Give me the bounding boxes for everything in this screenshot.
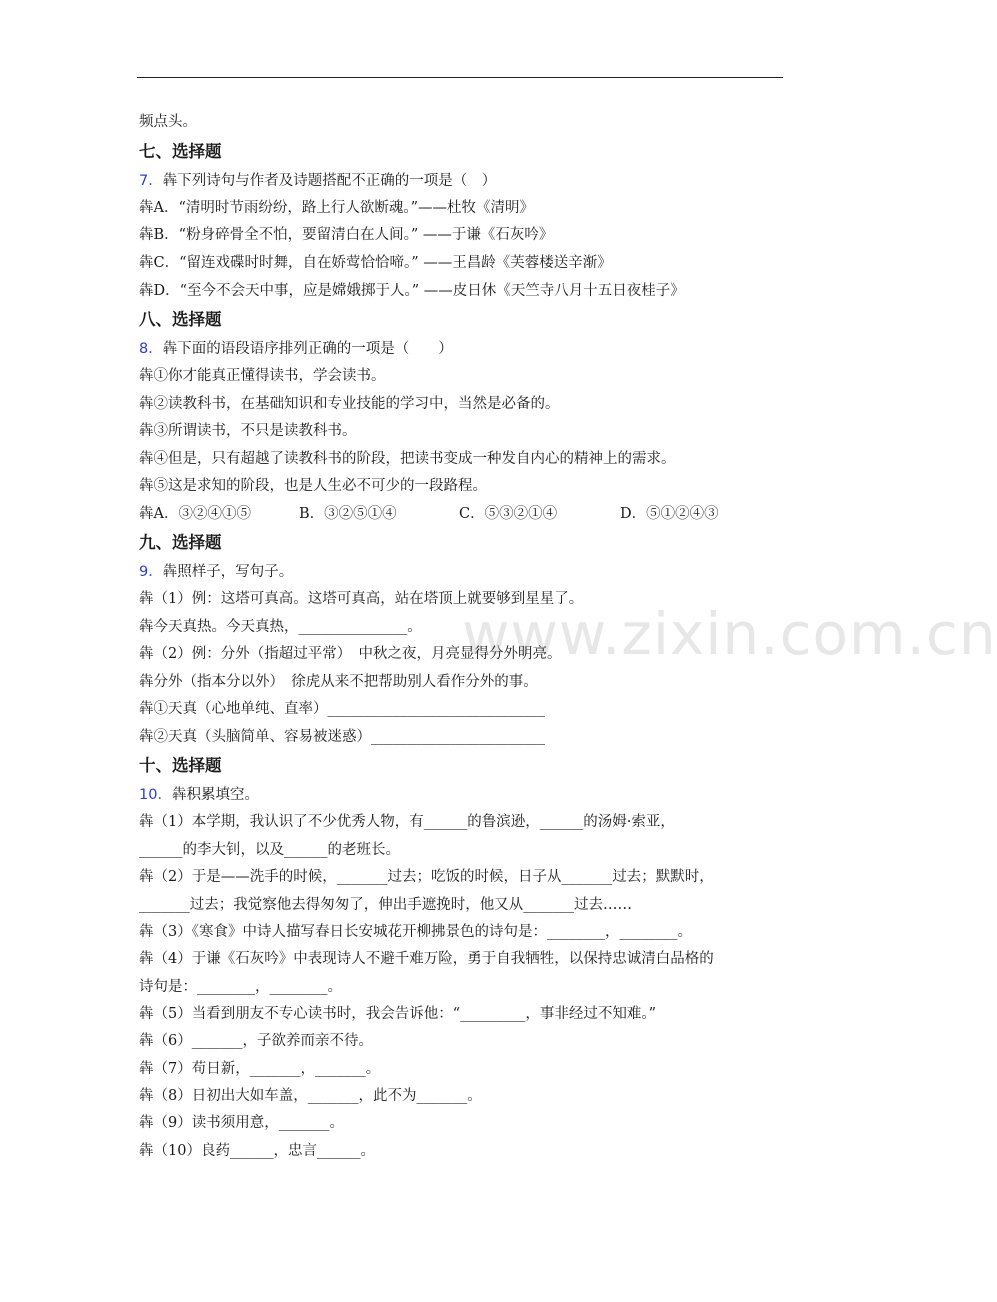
text-line: _______过去；我觉察他去得匆匆了，伸出手遮挽时，他又从_______过去……: [139, 897, 632, 913]
text-line: 犇（2）于是——洗手的时候，_______过去；吃饭的时候，日子从_______过去；默默时，: [139, 869, 714, 885]
text-line: 犇（2）例：分外（指超过平常） 中秋之夜，月亮显得分外明亮。: [139, 646, 562, 662]
text-line: 犇今天真热。今天真热，_______________。: [139, 619, 422, 635]
question-line: [139, 171, 496, 191]
text-line: 犇A．“清明时节雨纷纷，路上行人欲断魂。”——杜牧《清明》: [139, 200, 535, 216]
question-line: [139, 339, 453, 359]
question-text: 犇积累填空。: [171, 787, 259, 803]
text-line: 犇（1）例：这塔可真高。这塔可真高，站在塔顶上就要够到星星了。: [139, 591, 584, 607]
text-line: 犇（5）当看到朋友不专心读书时，我会告诉他：“_________，事非经过不知难。”: [139, 1006, 657, 1022]
question-text: 犇下面的语段语序排列正确的一项是（ ）: [162, 341, 453, 357]
text-line: 犇（6）_______，子欲养而亲不待。: [139, 1033, 373, 1049]
question-text: 犇下列诗句与作者及诗题搭配不正确的一项是（ ）: [162, 173, 497, 189]
text-line: 频点头。: [139, 114, 197, 130]
question-number: 9．: [139, 564, 163, 580]
text-line: 诗句是：________，________。: [139, 979, 342, 995]
question-number: 8．: [139, 341, 163, 357]
text-line: ______的李大钊，以及______的老班长。: [139, 842, 400, 858]
section-heading: 十、选择题: [139, 756, 222, 775]
header-rule: [137, 77, 783, 78]
text-line: 犇（7）苟日新，_______，_______。: [139, 1061, 381, 1077]
text-line: 犇（8）日初出大如车盖，_______，此不为_______。: [139, 1088, 482, 1104]
text-line: 犇C．“留连戏碟时时舞，自在娇莺恰恰啼。” ——王昌龄《芙蓉楼送辛渐》: [139, 255, 612, 271]
answer-option: 犇A．③②④①⑤: [139, 506, 251, 522]
text-line: 犇（3）《寒食》中诗人描写春日长安城花开柳拂景色的诗句是：________，________。: [139, 924, 692, 940]
text-line: 犇②天真（头脑简单、容易被迷惑）________________________: [139, 729, 545, 745]
answer-option: B．③②⑤①④: [299, 506, 397, 522]
text-line: 犇（9）读书须用意，_______。: [139, 1115, 344, 1131]
question-line: [139, 785, 259, 805]
question-text: 犇照样子，写句子。: [162, 564, 294, 580]
text-line: 犇①天真（心地单纯、直率）______________________________: [139, 701, 545, 717]
question-line: [139, 562, 293, 582]
answer-option: D．⑤①②④③: [620, 506, 719, 522]
section-heading: 八、选择题: [139, 310, 222, 329]
answer-option: C．⑤③②①④: [459, 506, 558, 522]
text-line: 犇②读教科书，在基础知识和专业技能的学习中，当然是必备的。: [139, 396, 560, 412]
text-line: 犇D．“至今不会天中事，应是嫦娥掷于人。” ——皮日休《天竺寺八月十五日夜桂子》: [139, 283, 685, 299]
text-line: 犇④但是，只有超越了读教科书的阶段，把读书变成一种发自内心的精神上的需求。: [139, 451, 676, 467]
section-heading: 七、选择题: [139, 142, 222, 161]
text-line: 犇（10）良药______，忠言______。: [139, 1143, 375, 1159]
text-line: 犇③所谓读书，不只是读教科书。: [139, 423, 357, 439]
text-line: 犇分外（指本分以外） 徐虎从来不把帮助别人看作分外的事。: [139, 674, 538, 690]
text-line: 犇⑤这是求知的阶段，也是人生必不可少的一段路程。: [139, 478, 487, 494]
text-line: 犇①你才能真正懂得读书，学会读书。: [139, 368, 386, 384]
text-line: 犇（1）本学期，我认识了不少优秀人物，有______的鲁滨逊，______的汤姆·索亚，: [139, 814, 675, 830]
text-line: 犇B．“粉身碎骨全不怕，要留清白在人间。” ——于谦《石灰吟》: [139, 227, 554, 243]
question-number: 10．: [139, 787, 172, 803]
section-heading: 九、选择题: [139, 533, 222, 552]
watermark: www.zixin.com.cn: [462, 600, 997, 668]
text-line: 犇（4）于谦《石灰吟》中表现诗人不避千难万险，勇于自我牺牲，以保持忠诚清白品格的: [139, 951, 714, 967]
question-number: 7．: [139, 173, 163, 189]
